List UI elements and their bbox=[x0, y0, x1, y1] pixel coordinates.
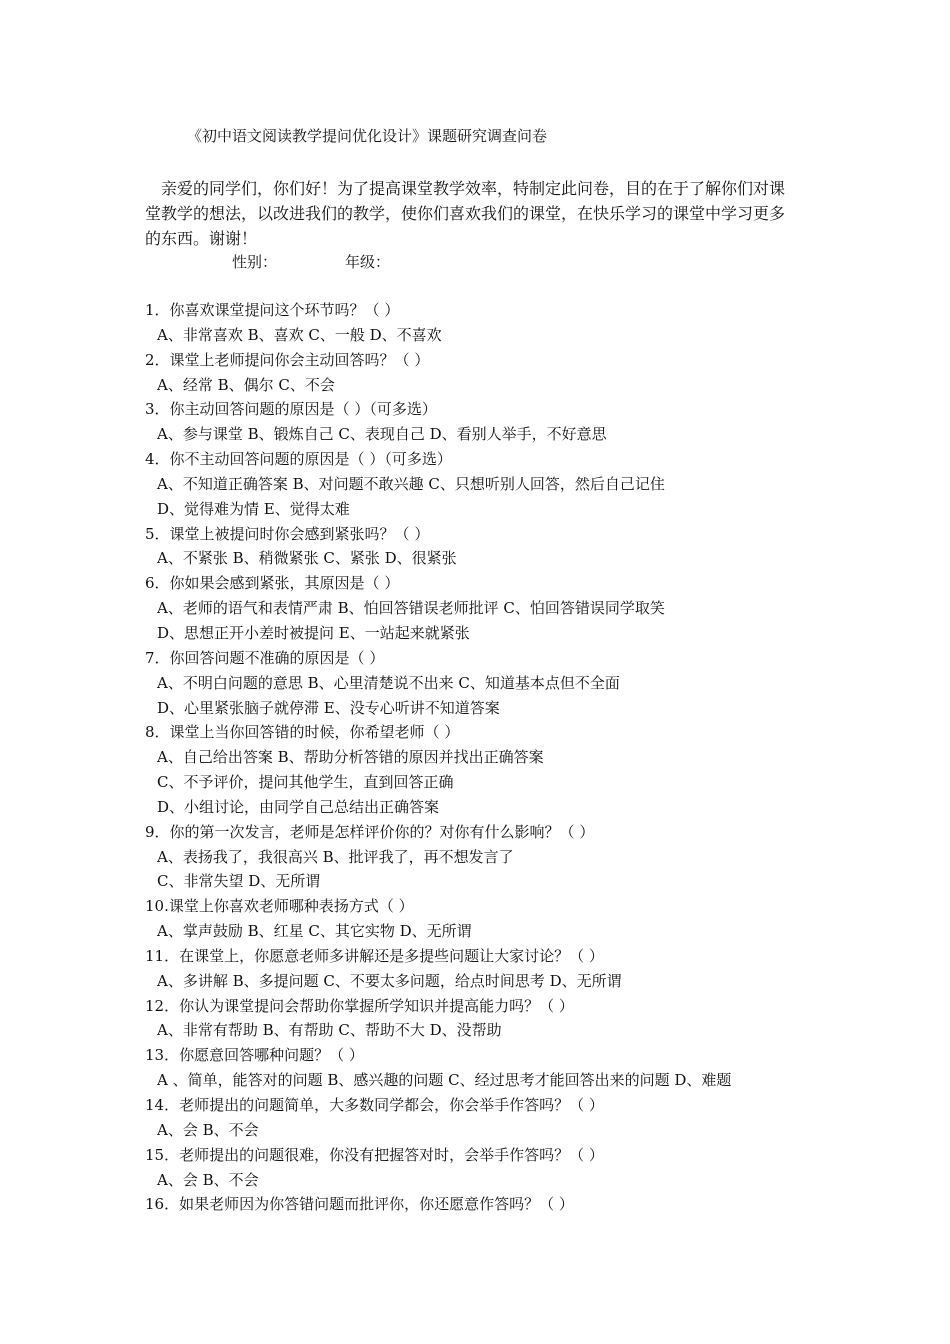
answer-options: A、会 B、不会 bbox=[157, 1170, 259, 1189]
answer-options: A、表扬我了，我很高兴 B、批评我了，再不想发言了 bbox=[157, 847, 514, 866]
answer-options: A、自己给出答案 B、帮助分析答错的原因并找出正确答案 bbox=[157, 748, 544, 767]
question-text: 11．在课堂上，你愿意老师多讲解还是多提些问题让大家讨论？（ ） bbox=[145, 946, 604, 965]
intro-paragraph bbox=[145, 176, 813, 251]
question-text: 9．你的第一次发言，老师是怎样评价你的？对你有什么影响？（ ） bbox=[145, 822, 595, 841]
question-text: 6．你如果会感到紧张，其原因是（ ） bbox=[145, 574, 400, 593]
question-text: 10.课堂上你喜欢老师哪种表扬方式（ ） bbox=[145, 897, 414, 916]
question-text: 16．如果老师因为你答错问题而批评你，你还愿意作答吗？（ ） bbox=[145, 1195, 574, 1214]
answer-options: D、思想正开小差时被提问 E、一站起来就紧张 bbox=[157, 623, 470, 642]
answer-options: C、非常失望 D、无所谓 bbox=[157, 872, 321, 891]
answer-options: D、心里紧张脑子就停滞 E、没专心听讲不知道答案 bbox=[157, 698, 500, 717]
question-text: 7．你回答问题不准确的原因是（ ） bbox=[145, 648, 385, 667]
answer-options: C、不予评价，提问其他学生，直到回答正确 bbox=[157, 773, 454, 792]
question-text: 2．课堂上老师提问你会主动回答吗？（ ） bbox=[145, 350, 430, 369]
gender-field-label: 性别： bbox=[232, 253, 278, 271]
question-text: 8．课堂上当你回答错的时候，你希望老师（ ） bbox=[145, 723, 460, 742]
document-title: 《初中语文阅读教学提问优化设计》课题研究调查问卷 bbox=[187, 127, 548, 145]
answer-options: A、多讲解 B、多提问题 C、不要太多问题，给点时间思考 D、无所谓 bbox=[157, 971, 622, 990]
answer-options: A、不明白问题的意思 B、心里清楚说不出来 C、知道基本点但不全面 bbox=[157, 673, 620, 692]
question-text: 1．你喜欢课堂提问这个环节吗？（ ） bbox=[145, 301, 400, 319]
question-text: 4．你不主动回答问题的原因是（ ）（可多选） bbox=[145, 450, 452, 469]
answer-options: A、非常喜欢 B、喜欢 C、一般 D、不喜欢 bbox=[157, 325, 442, 344]
answer-options: A 、简单，能答对的问题 B、感兴趣的问题 C、经过思考才能回答出来的问题 D、难题 bbox=[157, 1071, 732, 1090]
question-text: 14．老师提出的问题简单，大多数同学都会，你会举手作答吗？（ ） bbox=[145, 1096, 604, 1114]
answer-options: A、非常有帮助 B、有帮助 C、帮助不大 D、没帮助 bbox=[157, 1021, 502, 1040]
question-text: 15．老师提出的问题很难，你没有把握答对时，会举手作答吗？（ ） bbox=[145, 1145, 604, 1164]
answer-options: A、掌声鼓励 B、红星 C、其它实物 D、无所谓 bbox=[157, 922, 472, 941]
intro-line-2: 堂教学的想法，以改进我们的教学，使你们喜欢我们的课堂，在快乐学习的课堂中学习更多 bbox=[145, 204, 786, 223]
answer-options: A、不知道正确答案 B、对问题不敢兴趣 C、只想听别人回答，然后自己记住 bbox=[157, 474, 665, 493]
answer-options: A、老师的语气和表情严肃 B、怕回答错误老师批评 C、怕回答错误同学取笑 bbox=[157, 599, 665, 618]
question-text: 5．课堂上被提问时你会感到紧张吗？（ ） bbox=[145, 524, 430, 543]
answer-options: D、觉得难为情 E、觉得太难 bbox=[157, 499, 350, 518]
question-text: 3．你主动回答问题的原因是（ ）（可多选） bbox=[145, 400, 437, 419]
question-text: 12．你认为课堂提问会帮助你掌握所学知识并提高能力吗？（ ） bbox=[145, 996, 574, 1015]
answer-options: A、参与课堂 B、锻炼自己 C、表现自己 D、看别人举手，不好意思 bbox=[157, 425, 607, 444]
grade-field-label: 年级： bbox=[345, 253, 391, 271]
intro-line-3: 的东西。谢谢！ bbox=[145, 229, 258, 248]
answer-options: A、会 B、不会 bbox=[157, 1120, 259, 1139]
question-list bbox=[145, 298, 825, 1217]
question-text: 13．你愿意回答哪种问题？（ ） bbox=[145, 1046, 364, 1065]
answer-options: A、不紧张 B、稍微紧张 C、紧张 D、很紧张 bbox=[157, 549, 457, 568]
answer-options: A、经常 B、偶尔 C、不会 bbox=[157, 375, 335, 394]
intro-line-1: 亲爱的同学们，你们好！为了提高课堂教学效率，特制定此问卷，目的在于了解你们对课 bbox=[161, 179, 786, 198]
answer-options: D、小组讨论，由同学自己总结出正确答案 bbox=[157, 797, 440, 816]
